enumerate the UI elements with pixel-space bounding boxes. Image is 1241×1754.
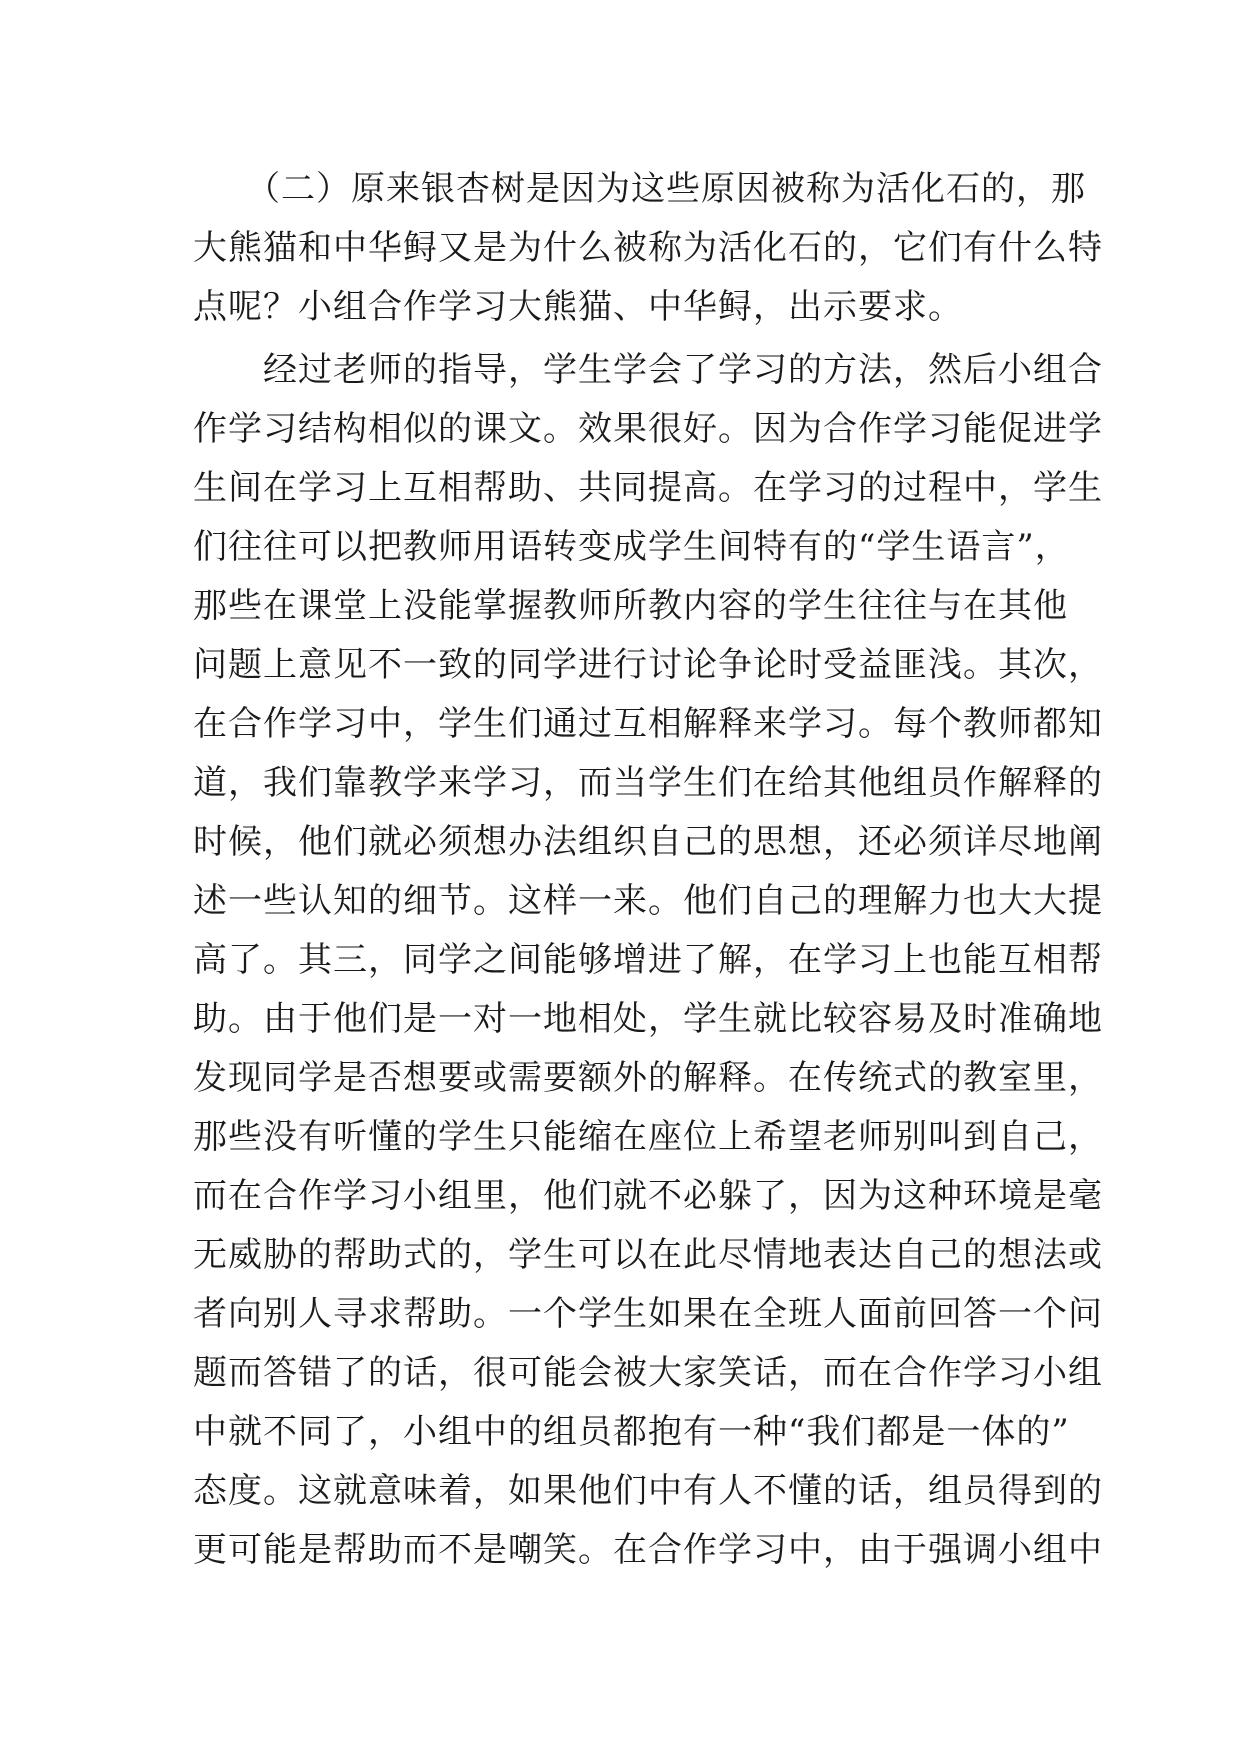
text-line: 态度。这就意味着，如果他们中有人不懂的话，组员得到的 <box>193 1471 1103 1511</box>
text-line: 高了。其三，同学之间能够增进了解，在学习上也能互相帮 <box>193 940 1103 980</box>
text-line: （二）原来银杏树是因为这些原因被称为活化石的，那 <box>193 169 1086 209</box>
text-line: 那些在课堂上没能掌握教师所教内容的学生往往与在其他 <box>193 586 1068 626</box>
text-line: 经过老师的指导，学生学会了学习的方法，然后小组合 <box>193 350 1103 390</box>
text-line: 在合作学习中，学生们通过互相解释来学习。每个教师都知 <box>193 704 1103 744</box>
text-line: 大熊猫和中华鲟又是为什么被称为活化石的，它们有什么特 <box>193 228 1103 268</box>
text-line: 点呢？小组合作学习大熊猫、中华鲟，出示要求。 <box>193 287 963 327</box>
text-line: 生间在学习上互相帮助、共同提高。在学习的过程中，学生 <box>193 468 1103 508</box>
text-line: 者向别人寻求帮助。一个学生如果在全班人面前回答一个问 <box>193 1294 1103 1334</box>
text-line: 问题上意见不一致的同学进行讨论争论时受益匪浅。其次， <box>193 645 1103 685</box>
paragraph-1 <box>193 160 1103 337</box>
text-line: 题而答错了的话，很可能会被大家笑话，而在合作学习小组 <box>193 1353 1103 1393</box>
text-line: 们往往可以把教师用语转变成学生间特有的“学生语言”， <box>193 527 1070 567</box>
text-line: 无威胁的帮助式的，学生可以在此尽情地表达自己的想法或 <box>193 1235 1103 1275</box>
text-line: 作学习结构相似的课文。效果很好。因为合作学习能促进学 <box>193 409 1103 449</box>
text-line: 而在合作学习小组里，他们就不必躲了，因为这种环境是毫 <box>193 1176 1103 1216</box>
text-line: 时候，他们就必须想办法组织自己的思想，还必须详尽地阐 <box>193 822 1103 862</box>
text-line: 那些没有听懂的学生只能缩在座位上希望老师别叫到自己， <box>193 1117 1103 1157</box>
text-line: 更可能是帮助而不是嘲笑。在合作学习中，由于强调小组中 <box>193 1530 1103 1570</box>
text-line: 道，我们靠教学来学习，而当学生们在给其他组员作解释的 <box>193 763 1103 803</box>
text-line: 述一些认知的细节。这样一来。他们自己的理解力也大大提 <box>193 881 1103 921</box>
document-body <box>193 160 1103 1580</box>
paragraph-2 <box>193 341 1103 1580</box>
text-line: 助。由于他们是一对一地相处，学生就比较容易及时准确地 <box>193 999 1103 1039</box>
text-line: 发现同学是否想要或需要额外的解释。在传统式的教室里， <box>193 1058 1103 1098</box>
text-line: 中就不同了，小组中的组员都抱有一种“我们都是一体的” <box>193 1412 1070 1452</box>
